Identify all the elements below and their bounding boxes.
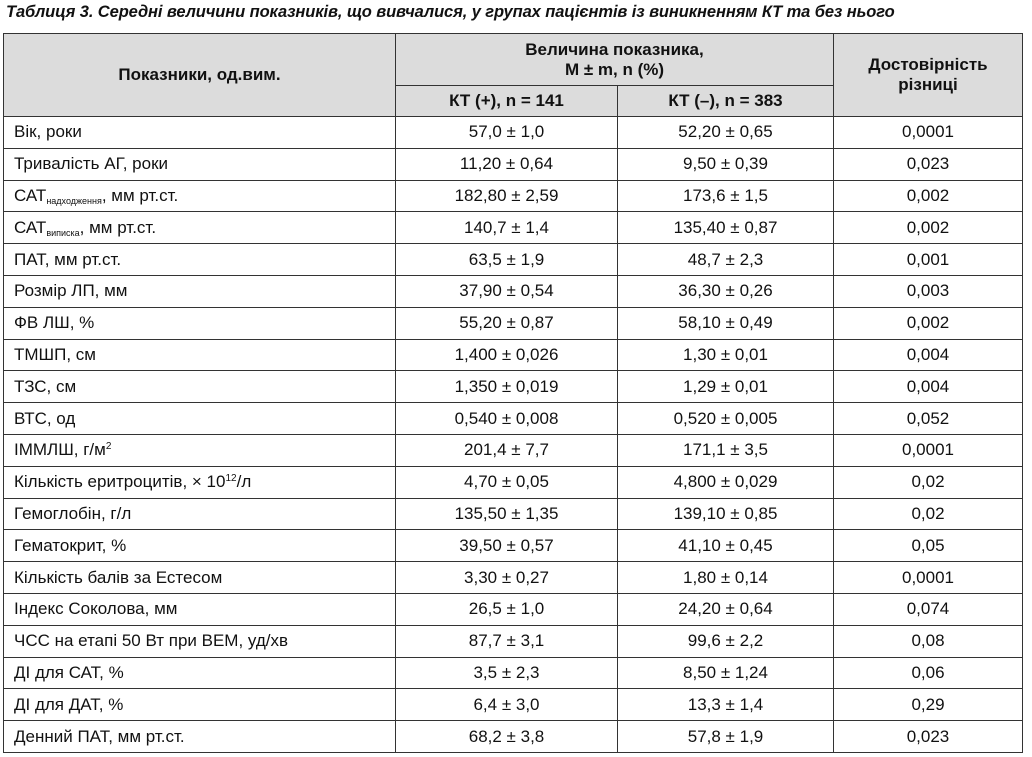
cell-significance: 0,002	[834, 180, 1023, 212]
header-significance	[834, 34, 1023, 117]
row-label: ЧСС на етапі 50 Вт при ВЕМ, уд/хв	[4, 625, 396, 657]
table-row	[4, 562, 1023, 594]
cell-significance: 0,02	[834, 466, 1023, 498]
cell-significance: 0,06	[834, 657, 1023, 689]
cell-kt-minus: 58,10 ± 0,49	[618, 307, 834, 339]
cell-significance: 0,023	[834, 148, 1023, 180]
cell-significance: 0,001	[834, 244, 1023, 276]
table-row	[4, 466, 1023, 498]
table-row	[4, 339, 1023, 371]
cell-significance: 0,29	[834, 689, 1023, 721]
cell-significance: 0,0001	[834, 117, 1023, 149]
header-kt-minus: КТ (–), n = 383	[618, 86, 834, 117]
cell-kt-minus: 48,7 ± 2,3	[618, 244, 834, 276]
cell-kt-plus: 3,30 ± 0,27	[396, 562, 618, 594]
row-label-tail: /л	[236, 472, 252, 492]
cell-kt-plus: 37,90 ± 0,54	[396, 275, 618, 307]
cell-kt-minus: 173,6 ± 1,5	[618, 180, 834, 212]
table-row	[4, 275, 1023, 307]
row-label: Гемоглобін, г/л	[4, 498, 396, 530]
cell-kt-minus: 52,20 ± 0,65	[618, 117, 834, 149]
row-label: ТЗС, см	[4, 371, 396, 403]
row-label-superscript: 2	[105, 441, 112, 453]
row-label-main: САТ	[14, 185, 47, 205]
row-label-superscript: 12	[225, 473, 237, 485]
row-label-tail: , мм рт.ст.	[79, 217, 157, 237]
row-label: Кількість балів за Естесом	[4, 562, 396, 594]
cell-kt-plus: 3,5 ± 2,3	[396, 657, 618, 689]
table-body	[4, 117, 1023, 753]
table-row	[4, 593, 1023, 625]
cell-significance: 0,004	[834, 371, 1023, 403]
cell-kt-minus: 41,10 ± 0,45	[618, 530, 834, 562]
cell-kt-minus: 4,800 ± 0,029	[618, 466, 834, 498]
cell-kt-plus: 68,2 ± 3,8	[396, 721, 618, 753]
table-row	[4, 307, 1023, 339]
row-label: Розмір ЛП, мм	[4, 275, 396, 307]
cell-kt-minus: 8,50 ± 1,24	[618, 657, 834, 689]
table-row	[4, 244, 1023, 276]
row-label	[4, 180, 396, 212]
cell-significance: 0,0001	[834, 434, 1023, 466]
cell-kt-plus: 135,50 ± 1,35	[396, 498, 618, 530]
row-label	[4, 434, 396, 466]
table-row	[4, 434, 1023, 466]
cell-significance: 0,002	[834, 212, 1023, 244]
header-value-group	[396, 34, 834, 86]
cell-kt-minus: 99,6 ± 2,2	[618, 625, 834, 657]
row-label: ВТС, од	[4, 403, 396, 435]
row-label-main: САТ	[14, 217, 47, 237]
table-caption: Таблиця 3. Середні величини показників, що вивчалися, у групах пацієнтів із виникненням КТ та без нього	[6, 3, 895, 21]
row-label: Денний ПАТ, мм рт.ст.	[4, 721, 396, 753]
table-row	[4, 403, 1023, 435]
cell-kt-plus: 1,400 ± 0,026	[396, 339, 618, 371]
cell-significance: 0,023	[834, 721, 1023, 753]
row-label-subscript: виписка	[46, 227, 80, 238]
cell-kt-minus: 57,8 ± 1,9	[618, 721, 834, 753]
cell-kt-plus: 55,20 ± 0,87	[396, 307, 618, 339]
cell-kt-plus: 87,7 ± 3,1	[396, 625, 618, 657]
row-label-tail: , мм рт.ст.	[101, 185, 179, 205]
table-row	[4, 371, 1023, 403]
cell-kt-plus: 57,0 ± 1,0	[396, 117, 618, 149]
table-row	[4, 117, 1023, 149]
table-row	[4, 689, 1023, 721]
cell-significance: 0,074	[834, 593, 1023, 625]
cell-kt-plus: 201,4 ± 7,7	[396, 434, 618, 466]
cell-kt-plus: 140,7 ± 1,4	[396, 212, 618, 244]
row-label-main: ІММЛШ, г/м	[14, 440, 106, 460]
cell-significance: 0,052	[834, 403, 1023, 435]
table-row	[4, 148, 1023, 180]
cell-kt-minus: 0,520 ± 0,005	[618, 403, 834, 435]
table-row	[4, 657, 1023, 689]
row-label: Індекс Соколова, мм	[4, 593, 396, 625]
cell-significance: 0,05	[834, 530, 1023, 562]
cell-kt-plus: 39,50 ± 0,57	[396, 530, 618, 562]
cell-kt-minus: 9,50 ± 0,39	[618, 148, 834, 180]
row-label: ПАТ, мм рт.ст.	[4, 244, 396, 276]
row-label	[4, 212, 396, 244]
row-label: ТМШП, см	[4, 339, 396, 371]
cell-kt-plus: 0,540 ± 0,008	[396, 403, 618, 435]
table-row	[4, 212, 1023, 244]
cell-significance: 0,02	[834, 498, 1023, 530]
row-label: Вік, роки	[4, 117, 396, 149]
table-row	[4, 498, 1023, 530]
cell-kt-minus: 24,20 ± 0,64	[618, 593, 834, 625]
cell-kt-minus: 139,10 ± 0,85	[618, 498, 834, 530]
cell-kt-minus: 135,40 ± 0,87	[618, 212, 834, 244]
cell-kt-minus: 1,29 ± 0,01	[618, 371, 834, 403]
row-label: Гематокрит, %	[4, 530, 396, 562]
table-row	[4, 721, 1023, 753]
cell-significance: 0,004	[834, 339, 1023, 371]
row-label	[4, 466, 396, 498]
header-significance-line1: Достовірність	[868, 55, 988, 74]
data-table	[3, 33, 1023, 753]
cell-kt-plus: 63,5 ± 1,9	[396, 244, 618, 276]
cell-significance: 0,08	[834, 625, 1023, 657]
cell-kt-minus: 36,30 ± 0,26	[618, 275, 834, 307]
cell-kt-plus: 6,4 ± 3,0	[396, 689, 618, 721]
cell-kt-minus: 1,30 ± 0,01	[618, 339, 834, 371]
table-row	[4, 180, 1023, 212]
row-label-main: Кількість еритроцитів, × 10	[14, 472, 226, 492]
cell-kt-minus: 1,80 ± 0,14	[618, 562, 834, 594]
row-label-subscript: надходження	[46, 195, 102, 206]
cell-significance: 0,003	[834, 275, 1023, 307]
row-label: ДІ для САТ, %	[4, 657, 396, 689]
header-value-group-line1: Величина показника,	[525, 39, 704, 59]
cell-significance: 0,0001	[834, 562, 1023, 594]
row-label: ДІ для ДАТ, %	[4, 689, 396, 721]
row-label: ФВ ЛШ, %	[4, 307, 396, 339]
cell-kt-plus: 4,70 ± 0,05	[396, 466, 618, 498]
header-kt-plus: КТ (+), n = 141	[396, 86, 618, 117]
header-significance-line2: різниці	[898, 75, 958, 94]
cell-kt-plus: 182,80 ± 2,59	[396, 180, 618, 212]
cell-kt-plus: 11,20 ± 0,64	[396, 148, 618, 180]
header-value-group-line2: M ± m, n (%)	[564, 59, 665, 79]
cell-kt-minus: 13,3 ± 1,4	[618, 689, 834, 721]
row-label: Тривалість АГ, роки	[4, 148, 396, 180]
cell-kt-plus: 1,350 ± 0,019	[396, 371, 618, 403]
table-row	[4, 625, 1023, 657]
cell-significance: 0,002	[834, 307, 1023, 339]
table-header	[4, 34, 1023, 117]
cell-kt-minus: 171,1 ± 3,5	[618, 434, 834, 466]
table-row	[4, 530, 1023, 562]
cell-kt-plus: 26,5 ± 1,0	[396, 593, 618, 625]
header-indicator: Показники, од.вим.	[4, 34, 396, 117]
